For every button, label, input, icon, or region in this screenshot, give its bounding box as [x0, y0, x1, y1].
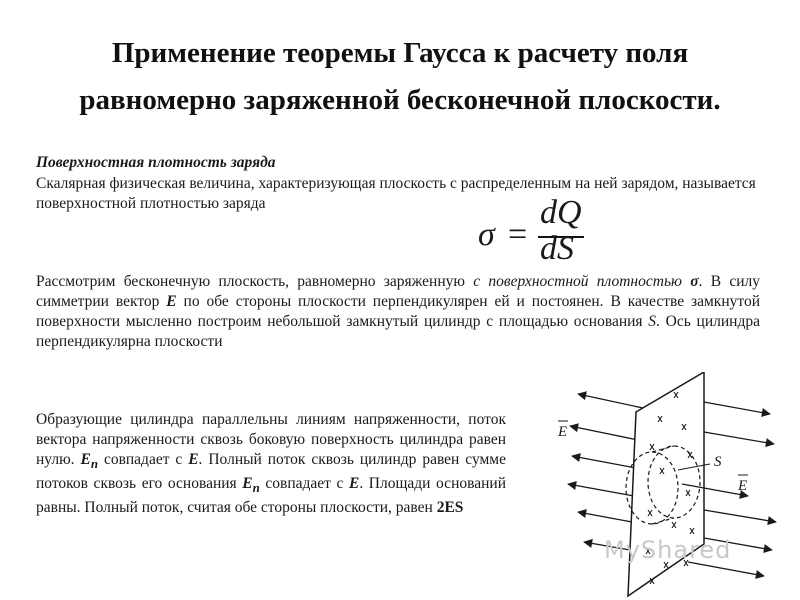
- surface-density-definition: Скалярная физическая величина, характеризующая плоскость с распределенным на ней зарядом, называется поверхностной плотностью заряда: [36, 175, 756, 212]
- text-fragment: Образующие цилиндра параллельны линиям напряженности, поток вектора напряженности сквозь боковую поверхность цилиндра равен нулю.: [36, 411, 506, 468]
- plane-description-paragraph: [36, 272, 760, 352]
- text-fragment: . Площади оснований равны. Полный поток, считая обе стороны плоскости, равен: [36, 475, 506, 517]
- surface-density-heading: Поверхностная плотность заряда: [36, 154, 276, 171]
- flux-explanation-paragraph: [36, 410, 506, 518]
- page-title-line-2: равномерно заряженной бесконечной плоскости.: [79, 84, 721, 116]
- text-fragment: . Ось цилиндра перпендикулярна плоскости: [36, 313, 760, 350]
- sigma-symbol: σ: [690, 273, 699, 290]
- total-flux-2es: 2ES: [436, 499, 464, 517]
- vector-e: E: [188, 451, 199, 468]
- label-e-right: E: [738, 478, 748, 494]
- label-e-left: E: [558, 424, 568, 440]
- formula-equals: =: [508, 216, 528, 253]
- text-fragment-italic: с поверхностной плотностью: [473, 273, 691, 290]
- formula-numerator: dQ: [540, 194, 582, 231]
- vector-en: E: [242, 475, 253, 493]
- vector-en: E: [80, 451, 91, 468]
- sigma-formula: [478, 196, 598, 266]
- area-s: S: [648, 313, 657, 330]
- vector-e: E: [166, 293, 177, 310]
- text-fragment: . В силу симметрии вектор: [36, 273, 761, 310]
- text-fragment: совпадает с: [98, 451, 189, 468]
- watermark: MyShared: [604, 536, 732, 564]
- subscript-n: n: [90, 456, 99, 472]
- label-s: S: [714, 454, 722, 470]
- text-fragment: . Полный поток сквозь цилиндр равен сумме потоков сквозь его основания: [36, 451, 506, 493]
- text-fragment: по обе стороны плоскости перпендикулярен ей и постоянен. В качестве замкнутой поверхности мысленно построим небольшой замкнутый цилиндр с площадью основания: [36, 293, 760, 330]
- charged-plane-diagram: [548, 372, 784, 598]
- text-fragment: Рассмотрим бесконечную плоскость, равномерно заряженную: [36, 273, 474, 290]
- formula-denominator: dS: [540, 230, 574, 267]
- formula-sigma: σ: [478, 216, 495, 253]
- text-fragment: совпадает с: [259, 475, 349, 493]
- vector-e: E: [348, 475, 360, 493]
- subscript-n: n: [252, 480, 260, 496]
- page-title-line-1: Применение теоремы Гаусса к расчету поля: [111, 37, 689, 69]
